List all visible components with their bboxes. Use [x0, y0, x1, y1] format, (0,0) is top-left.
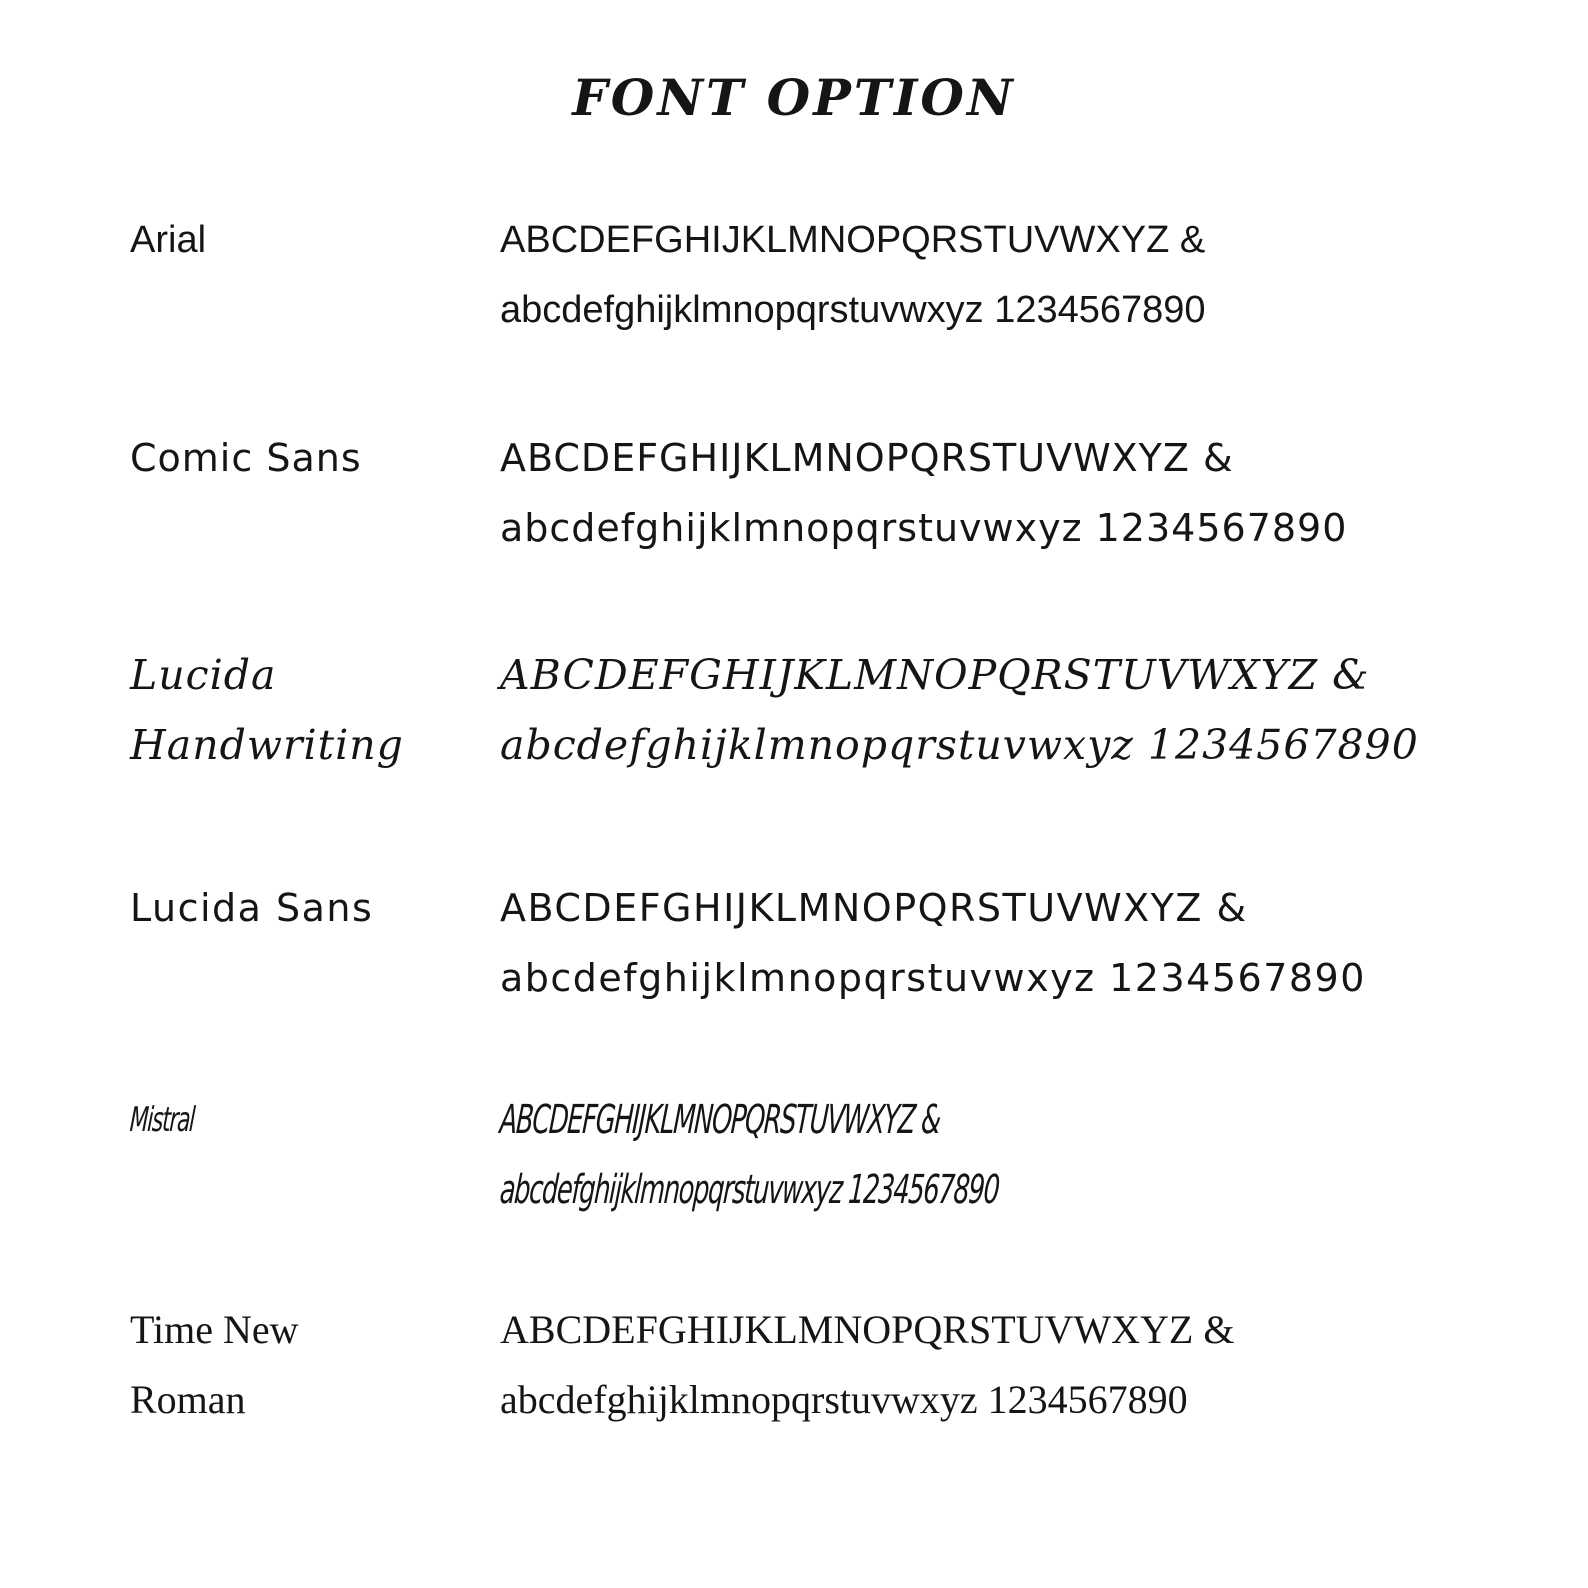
font-name-text-line1: Lucida: [130, 651, 277, 699]
font-sample-time-new-roman: [500, 1295, 1580, 1435]
font-name-text: Mistral: [128, 1100, 196, 1140]
lowercase-sample: abcdefghijklmnopqrstuvwxyz 1234567890: [500, 956, 1366, 1000]
uppercase-sample: ABCDEFGHIJKLMNOPQRSTUVWXYZ &: [500, 436, 1234, 480]
font-name-text: Arial: [130, 219, 207, 261]
uppercase-sample: ABCDEFGHIJKLMNOPQRSTUVWXYZ &: [500, 651, 1370, 699]
font-name-label-comic-sans: [130, 423, 480, 493]
lowercase-sample: abcdefghijklmnopqrstuvwxyz 1234567890: [500, 721, 1419, 769]
lowercase-sample: abcdefghijklmnopqrstuvwxyz 1234567890: [500, 289, 1206, 331]
font-sample-arial: [500, 205, 1580, 345]
font-sample-mistral: [500, 1085, 1580, 1225]
uppercase-sample: ABCDEFGHIJKLMNOPQRSTUVWXYZ &: [498, 1097, 942, 1143]
font-sample-lucida-sans: [500, 873, 1580, 1013]
font-name-text: Lucida Sans: [130, 886, 374, 930]
font-name-text-line1: Time New: [130, 1307, 299, 1352]
uppercase-sample: ABCDEFGHIJKLMNOPQRSTUVWXYZ &: [500, 1307, 1235, 1352]
font-name-label-lucida-handwriting: [130, 640, 480, 780]
font-sample-comic-sans: [500, 423, 1580, 563]
uppercase-sample: ABCDEFGHIJKLMNOPQRSTUVWXYZ &: [500, 886, 1248, 930]
font-name-label-arial: [130, 205, 480, 275]
page-title: FONT OPTION: [572, 68, 1016, 127]
font-name-text-line2: Roman: [130, 1377, 246, 1422]
font-sample-lucida-handwriting: [500, 640, 1580, 780]
font-name-label-time-new-roman: [130, 1295, 480, 1435]
font-name-label-mistral: [130, 1085, 480, 1155]
font-name-label-lucida-sans: [130, 873, 480, 943]
uppercase-sample: ABCDEFGHIJKLMNOPQRSTUVWXYZ &: [500, 219, 1206, 261]
font-name-text: Comic Sans: [130, 436, 362, 480]
lowercase-sample: abcdefghijklmnopqrstuvwxyz 1234567890: [500, 1377, 1188, 1422]
lowercase-sample: abcdefghijklmnopqrstuvwxyz 1234567890: [498, 1167, 1001, 1213]
lowercase-sample: abcdefghijklmnopqrstuvwxyz 1234567890: [500, 506, 1348, 550]
font-name-text-line2: Handwriting: [130, 721, 404, 769]
